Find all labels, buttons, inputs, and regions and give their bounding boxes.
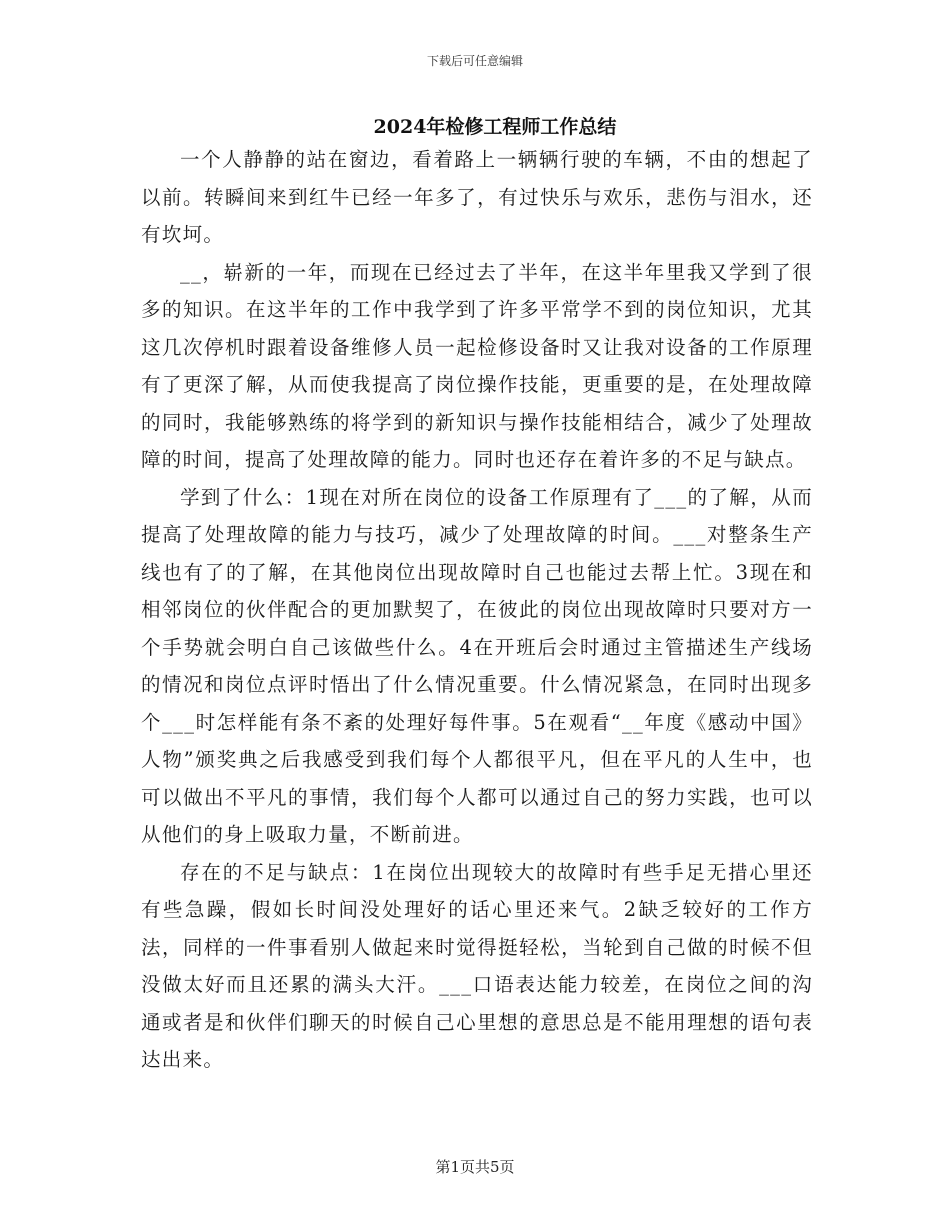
paragraph-learned: 学到了什么：1现在对所在岗位的设备工作原理有了___的了解，从而提高了处理故障的能力与技巧，减少了处理故障的时间。___对整条生产线也有了的了解，在其他岗位出现故障时自己也能过去帮上忙。3现在和相邻岗位的伙伴配合的更加默契了，在彼此的岗位出现故障时只要对方一个手势就会明白自己该做些什么。4在开班后会时通过主管描述生产线场的情况和岗位点评时悟出了什么情况重要。什么情况紧急，在同时出现多个___时怎样能有条不紊的处理好每件事。5在观看“__年度《感动中国》人物”颁奖典之后我感受到我们每个人都很平凡，但在平凡的人生中，也可以做出不平凡的事情，我们每个人都可以通过自己的努力实践，也可以从他们的身上吸取力量，不断前进。 — [141, 485, 813, 846]
page-header-note: 下载后可任意编辑 — [426, 54, 523, 68]
paragraph-shortcomings: 存在的不足与缺点：1在岗位出现较大的故障时有些手足无措心里还有些急躁，假如长时间没处理好的话心里还来气。2缺乏较好的工作方法，同样的一件事看别人做起来时觉得挺轻松，当轮到自己做的时候不但没做太好而且还累的满头大汗。___口语表达能力较差，在岗位之间的沟通或者是和伙伴们聊天的时候自己心里想的意思总是不能用理想的语句表达出来。 — [141, 860, 813, 1071]
document-body — [141, 141, 813, 1079]
paragraph-intro: 一个人静静的站在窗边，看着路上一辆辆行驶的车辆，不由的想起了以前。转瞬间来到红牛已经一年多了，有过快乐与欢乐，悲伤与泪水，还有坎坷。 — [141, 148, 813, 246]
document-title: 2024年检修工程师工作总结 — [373, 116, 617, 138]
paragraph-half-year: __，崭新的一年，而现在已经过去了半年，在这半年里我又学到了很多的知识。在这半年的工作中我学到了许多平常学不到的岗位知识，尤其这几次停机时跟着设备维修人员一起检修设备时又让我对设备的工作原理有了更深了解，从而使我提高了岗位操作技能，更重要的是，在处理故障的同时，我能够熟练的将学到的新知识与操作技能相结合，减少了处理故障的时间，提高了处理故障的能力。同时也还存在着许多的不足与缺点。 — [141, 260, 813, 471]
page-number: 第1页共5页 — [435, 1158, 515, 1176]
